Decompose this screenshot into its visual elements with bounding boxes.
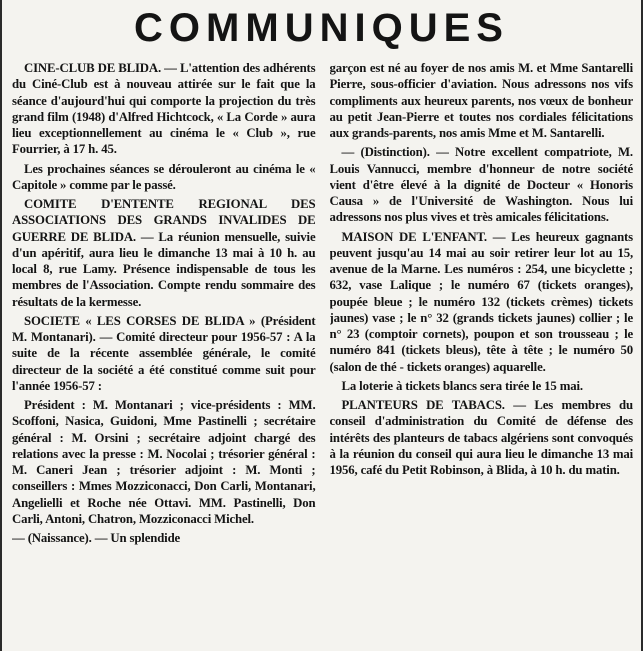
notice-comite-entente — [12, 196, 316, 310]
notice-body: (Président M. Montanari). — Comité directeur pour 1956-57 : A la suite de la récente assemblée générale, le comité directeur de la société a été constitué comme suit pour l'année 1956-57 : — [12, 313, 316, 393]
notice-heading: PLANTEURS DE TABACS. — [341, 398, 505, 412]
notice-body: — Les membres du conseil d'administration du Comité de défense des intérêts des planteurs de tabacs algériens sont convoqués à la réunion du conseil qui aura lieu le dimanche 13 mai 1956, café du Petit Robinson, à Blida, à 10 h. du matin. — [329, 398, 633, 477]
notice-cine-club-followup — [12, 161, 316, 194]
notice-distinction — [330, 144, 634, 225]
notice-heading: CINE-CLUB DE BLIDA. — [24, 61, 162, 75]
left-column — [12, 60, 316, 645]
notice-planteurs-tabacs — [330, 397, 634, 478]
notice-body: — Les heureux gagnants peuvent jusqu'au 14 mai au soir retirer leur lot au 15, avenue de la Marne. Les numéros : 254, une bicyclette ; 632, vase Lalique ; le numéro 67 (tickets oranges), poupée bleue ; le numéro 132 (tickets crèmes) tickets jaunes) vase ; le n° 32 (grands tickets jaunes) collier ; le n° 23 (comptoir cornets), poupon et son trousseau ; le numéro 841 (tickets bleus), tête à tête ; le numéro 50 (salon de thé - tickets oranges) aquarelle. — [329, 229, 633, 374]
notice-body: — La réunion mensuelle, suivie d'un apéritif, aura lieu le dimanche 13 mai à 10 h. au local 8, rue Lamy. Présence indispensable de tous les membres de l'Association. Compte rendu sommaire des résultats de la kermesse. — [12, 229, 316, 309]
notice-heading: MAISON DE L'ENFANT. — [341, 229, 487, 244]
notice-cine-club — [12, 60, 316, 158]
notice-maison-enfant — [330, 229, 634, 375]
notice-comite-members — [12, 397, 316, 527]
notice-body: — (Naissance). — Un splendide — [12, 531, 181, 545]
notice-loterie — [330, 378, 634, 394]
notice-naissance-cont — [330, 60, 634, 141]
notice-corses-de-blida — [12, 313, 316, 394]
right-column — [330, 60, 634, 645]
notice-heading: COMITE D'ENTENTE REGIONAL DES ASSOCIATIONS DES GRANDS INVALIDES DE GUERRE DE BLIDA. — [12, 197, 316, 244]
notice-naissance — [12, 530, 316, 546]
notice-body: — L'attention des adhérents du Ciné-Club est à nouveau attirée sur le fait que la séance d'aujourd'hui qui comporte la projection du très grand film (1948) d'Alfred Hichtcock, « La Corde » aura lieu exceptionnellement au cinéma le « Club », rue Fourrier, à 17 h. 45. — [12, 61, 316, 157]
notice-body: garçon est né au foyer de nos amis M. et Mme Santarelli Pierre, sous-officier d'aviation. Nous adressons nos vifs compliments aux heureux parents, nos vœux de bonheur au petit Jean-Pierre et toutes nos cordiales félicitations aux grands-parents, nos amis Mme et M. Santarelli. — [329, 61, 633, 140]
notice-body: Les prochaines séances se dérouleront au cinéma le « Capitole » comme par le passé. — [12, 161, 316, 192]
article-columns — [12, 60, 633, 645]
section-title: COMMUNIQUES — [134, 6, 509, 50]
notice-body: Président : M. Montanari ; vice-présidents : MM. Scoffoni, Nasica, Guidoni, Mme Pastinelli ; secrétaire général : M. Orsini ; secrétaire adjoint chargé des relations avec la presse : M. Nocolai ; trésorier général : M. Caneri Jean ; trésorier adjoint : M. Monti ; conseillers : Mmes Mozziconacci, Don Carli, Montanari, Angelielli et Roche née Ottavi. MM. Pastinelli, Don Carli, Antoni, Chatron, Mozziconacci Michel. — [12, 398, 316, 526]
notice-heading: SOCIETE « LES CORSES DE BLIDA » — [24, 313, 256, 328]
notice-body: — (Distinction). — Notre excellent compatriote, M. Louis Vannucci, membre d'honneur de notre société vient d'être élevé à la dignité de Docteur « Honoris Causa » de l'Université de Washington. Nous lui adressons nos plus vives et très amicales félicitations. — [329, 145, 633, 225]
notice-body: La loterie à tickets blancs sera tirée le 15 mai. — [341, 378, 583, 393]
